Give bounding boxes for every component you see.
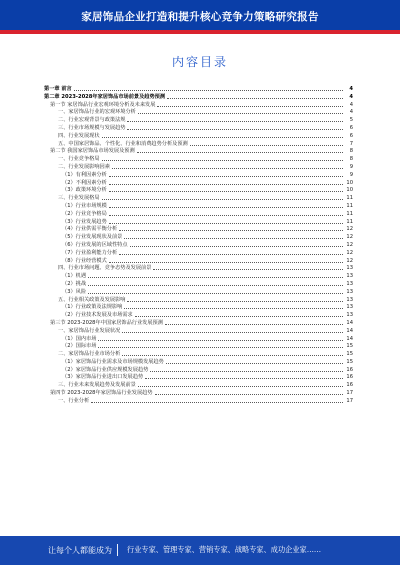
toc-leader-dots bbox=[137, 152, 343, 153]
toc-entry-label: 三、行业未来发展趋势及发展前景 bbox=[58, 382, 136, 389]
toc-leader-dots bbox=[155, 394, 343, 395]
toc-entry[interactable] bbox=[44, 328, 353, 336]
table-of-contents bbox=[44, 86, 353, 406]
toc-entry-page: 16 bbox=[346, 374, 353, 381]
toc-leader-dots bbox=[98, 340, 343, 341]
toc-entry-page: 17 bbox=[346, 397, 353, 404]
toc-entry-label: 第三节 2023-2028年中国家居饰品行业发展预测 bbox=[50, 319, 163, 326]
toc-leader-dots bbox=[88, 285, 343, 286]
toc-entry-label: （1）有利因素分析 bbox=[62, 171, 107, 178]
toc-entry-page: 8 bbox=[349, 156, 353, 163]
toc-entry-label: 二、家居饰品行业市场分析 bbox=[58, 351, 121, 358]
toc-entry-label: （3）政策环境分析 bbox=[62, 187, 107, 194]
toc-entry-label: 第二章 2023-2028年家居饰品市场前景及趋势预测 bbox=[44, 93, 166, 100]
toc-leader-dots bbox=[119, 230, 343, 231]
toc-entry-page: 13 bbox=[346, 273, 353, 280]
toc-entry-label: 一、行业竞争格局 bbox=[58, 156, 100, 163]
toc-entry-label: （2）不利因素分析 bbox=[62, 179, 107, 186]
toc-entry-page: 13 bbox=[346, 296, 353, 303]
toc-leader-dots bbox=[127, 121, 343, 122]
toc-entry-label: 三、行业发展格局 bbox=[58, 195, 100, 202]
toc-entry-page: 13 bbox=[346, 304, 353, 311]
toc-entry[interactable] bbox=[44, 343, 353, 351]
toc-entry-label: （2）行业竞争格局 bbox=[62, 210, 107, 217]
toc-heading: 内容目录 bbox=[171, 55, 228, 69]
toc-entry-page: 12 bbox=[346, 234, 353, 241]
toc-entry[interactable] bbox=[44, 156, 353, 164]
toc-leader-dots bbox=[166, 363, 343, 364]
toc-leader-dots bbox=[119, 254, 343, 255]
toc-entry-label: （1）家居饰品行业需求及市场规模发展趋势 bbox=[62, 358, 164, 365]
toc-leader-dots bbox=[102, 137, 343, 138]
toc-entry-label: 一、家居饰品行业的宏观环境分析 bbox=[58, 109, 136, 116]
toc-entry-label: （1）行业政策及法规影响 bbox=[62, 304, 123, 311]
toc-entry[interactable] bbox=[44, 211, 353, 219]
toc-entry-page: 16 bbox=[346, 382, 353, 389]
toc-entry[interactable] bbox=[44, 187, 353, 195]
toc-entry-label: 四、行业发展现状 bbox=[58, 132, 100, 139]
toc-entry-label: 一、行业分析 bbox=[58, 397, 90, 404]
toc-leader-dots bbox=[130, 246, 343, 247]
toc-entry-page: 10 bbox=[346, 187, 353, 194]
toc-entry-page: 11 bbox=[346, 218, 353, 225]
toc-leader-dots bbox=[145, 378, 343, 379]
toc-leader-dots bbox=[135, 316, 343, 317]
toc-entry-label: （5）行业发展现状及前景 bbox=[62, 234, 123, 241]
toc-leader-dots bbox=[88, 293, 343, 294]
toc-entry[interactable] bbox=[44, 125, 353, 133]
toc-entry-label: （2）国际市场 bbox=[62, 343, 97, 350]
toc-entry-label: （2）家居饰品行业供应规模发展趋势 bbox=[62, 366, 149, 373]
toc-entry[interactable] bbox=[44, 273, 353, 281]
toc-leader-dots bbox=[138, 113, 343, 114]
toc-entry-page: 7 bbox=[349, 140, 353, 147]
toc-leader-dots bbox=[91, 402, 343, 403]
footer-divider bbox=[117, 544, 118, 556]
toc-leader-dots bbox=[109, 191, 343, 192]
toc-entry-page: 12 bbox=[346, 241, 353, 248]
toc-entry-page: 16 bbox=[346, 366, 353, 373]
toc-leader-dots bbox=[109, 223, 343, 224]
toc-leader-dots bbox=[167, 98, 343, 99]
toc-leader-dots bbox=[98, 347, 343, 348]
toc-entry-label: （2）挑战 bbox=[62, 280, 87, 287]
toc-entry-label: 第一节 家居饰品行业宏观环境分析及未来发展 bbox=[50, 101, 156, 108]
toc-entry[interactable] bbox=[44, 164, 353, 172]
toc-entry-label: （1）行业市场规模 bbox=[62, 202, 107, 209]
toc-leader-dots bbox=[112, 168, 343, 169]
toc-entry[interactable] bbox=[44, 320, 353, 328]
toc-entry-page: 13 bbox=[346, 280, 353, 287]
toc-entry[interactable] bbox=[44, 242, 353, 250]
toc-entry[interactable] bbox=[44, 281, 353, 289]
toc-entry-page: 11 bbox=[346, 202, 353, 209]
toc-entry-label: 一、家居饰品行业发展状况 bbox=[58, 327, 121, 334]
footer-slogan: 让每个人都能成为 bbox=[48, 546, 112, 555]
toc-entry[interactable] bbox=[44, 390, 353, 398]
toc-entry-page: 4 bbox=[349, 93, 353, 100]
toc-entry-page: 4 bbox=[349, 109, 353, 116]
toc-entry-page: 9 bbox=[349, 171, 353, 178]
toc-entry-page: 6 bbox=[349, 132, 353, 139]
toc-leader-dots bbox=[157, 106, 343, 107]
toc-entry[interactable] bbox=[44, 382, 353, 390]
toc-entry-page: 13 bbox=[346, 288, 353, 295]
toc-entry[interactable] bbox=[44, 359, 353, 367]
toc-entry[interactable] bbox=[44, 195, 353, 203]
toc-entry-label: 二、行业宏观背景与政策法规 bbox=[58, 117, 126, 124]
toc-entry-label: 第二节 我国家居饰品市场发展及预测 bbox=[50, 148, 135, 155]
toc-entry-page: 4 bbox=[349, 101, 353, 108]
toc-entry[interactable] bbox=[44, 265, 353, 273]
toc-entry-label: （6）行业发展的区域性特点 bbox=[62, 241, 128, 248]
toc-leader-dots bbox=[127, 129, 343, 130]
toc-entry-label: （3）风险 bbox=[62, 288, 87, 295]
toc-leader-dots bbox=[109, 262, 343, 263]
toc-entry[interactable] bbox=[44, 234, 353, 242]
toc-entry-page: 12 bbox=[346, 249, 353, 256]
toc-entry-label: 第四节 2023-2028年家居饰品行业发展趋势 bbox=[50, 390, 153, 397]
header-red-stripe bbox=[0, 30, 400, 34]
toc-entry-page: 11 bbox=[346, 210, 353, 217]
toc-entry-label: 第一章 前言 bbox=[44, 86, 72, 92]
toc-entry-label: 二、行业发展影响因素 bbox=[58, 163, 110, 170]
toc-entry-page: 12 bbox=[346, 226, 353, 233]
toc-leader-dots bbox=[150, 371, 343, 372]
toc-leader-dots bbox=[102, 199, 343, 200]
toc-entry[interactable] bbox=[44, 351, 353, 359]
toc-entry[interactable] bbox=[44, 203, 353, 211]
toc-leader-dots bbox=[153, 269, 343, 270]
toc-leader-dots bbox=[138, 386, 343, 387]
toc-entry[interactable] bbox=[44, 289, 353, 297]
footer-bar bbox=[0, 536, 400, 565]
toc-entry-page: 14 bbox=[346, 319, 353, 326]
toc-entry[interactable] bbox=[44, 250, 353, 258]
toc-entry-page: 15 bbox=[346, 343, 353, 350]
footer-tagline: 行业专家、管理专家、营销专家、战略专家、成功企业家…… bbox=[127, 545, 322, 554]
toc-entry-label: （1）国内市场 bbox=[62, 335, 97, 342]
toc-entry-page: 14 bbox=[346, 327, 353, 334]
toc-entry[interactable] bbox=[44, 148, 353, 156]
toc-leader-dots bbox=[74, 90, 343, 91]
toc-entry-page: 10 bbox=[346, 179, 353, 186]
toc-leader-dots bbox=[190, 145, 343, 146]
toc-entry-page: 6 bbox=[349, 124, 353, 131]
toc-entry-page: 12 bbox=[346, 257, 353, 264]
toc-entry-label: 三、行业市场规模与发展趋势 bbox=[58, 124, 126, 131]
toc-entry-page: 9 bbox=[349, 163, 353, 170]
toc-entry-page: 14 bbox=[346, 335, 353, 342]
toc-entry-label: （4）行业供需平衡分析 bbox=[62, 226, 118, 233]
toc-entry-label: 四、行业市场问题、竞争态势及发展前景 bbox=[58, 265, 152, 272]
toc-entry-label: 五、行业相关政策及发展影响 bbox=[58, 296, 126, 303]
toc-entry-page: 4 bbox=[349, 86, 353, 92]
toc-entry-page: 13 bbox=[346, 265, 353, 272]
toc-leader-dots bbox=[124, 308, 343, 309]
toc-entry[interactable] bbox=[44, 117, 353, 125]
toc-entry[interactable] bbox=[44, 86, 353, 94]
toc-entry[interactable] bbox=[44, 226, 353, 234]
toc-entry-label: （3）家居饰品行业进出口发展趋势 bbox=[62, 374, 144, 381]
toc-leader-dots bbox=[122, 355, 343, 356]
toc-leader-dots bbox=[109, 176, 343, 177]
toc-entry-label: （8）行业经营模式 bbox=[62, 257, 107, 264]
toc-entry[interactable] bbox=[44, 398, 353, 406]
toc-entry-label: （2）行业技术发展及市场需求 bbox=[62, 312, 133, 319]
toc-leader-dots bbox=[124, 238, 343, 239]
toc-entry-label: 五、中国家居饰品、个性化、行业和消费趋势分析及预测 bbox=[58, 140, 188, 147]
document-title: 家居饰品企业打造和提升核心竞争力策略研究报告 bbox=[81, 11, 319, 23]
toc-entry-label: （7）行业盈利能力分析 bbox=[62, 249, 118, 256]
toc-leader-dots bbox=[109, 184, 343, 185]
toc-entry-label: （1）机遇 bbox=[62, 273, 87, 280]
toc-leader-dots bbox=[165, 324, 343, 325]
toc-entry[interactable] bbox=[44, 304, 353, 312]
toc-leader-dots bbox=[102, 160, 343, 161]
toc-leader-dots bbox=[109, 215, 343, 216]
toc-entry[interactable] bbox=[44, 94, 353, 102]
toc-entry-page: 15 bbox=[346, 358, 353, 365]
toc-leader-dots bbox=[127, 301, 343, 302]
toc-entry-page: 13 bbox=[346, 312, 353, 319]
toc-leader-dots bbox=[109, 207, 343, 208]
toc-leader-dots bbox=[122, 332, 343, 333]
toc-entry-page: 5 bbox=[349, 117, 353, 124]
toc-entry-page: 15 bbox=[346, 351, 353, 358]
toc-entry-page: 17 bbox=[346, 390, 353, 397]
toc-entry[interactable] bbox=[44, 133, 353, 141]
toc-entry-label: （3）行业发展趋势 bbox=[62, 218, 107, 225]
toc-entry-page: 11 bbox=[346, 195, 353, 202]
header-bar bbox=[0, 0, 400, 34]
toc-entry[interactable] bbox=[44, 172, 353, 180]
toc-entry-page: 8 bbox=[349, 148, 353, 155]
toc-leader-dots bbox=[88, 277, 343, 278]
toc-entry[interactable] bbox=[44, 312, 353, 320]
